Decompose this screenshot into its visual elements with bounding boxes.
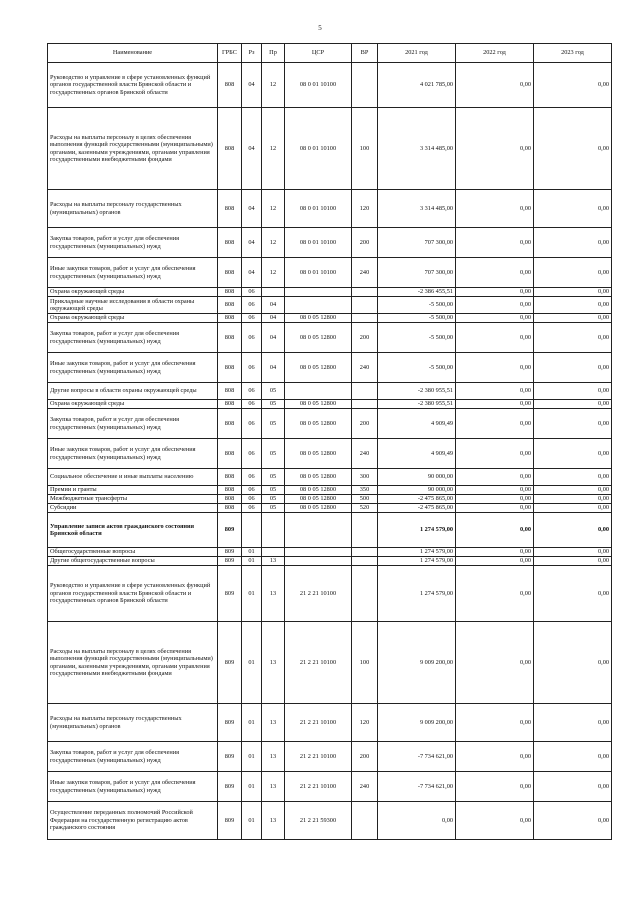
cell-2022: 0,00 bbox=[456, 400, 534, 409]
cell-grbs: 808 bbox=[218, 400, 242, 409]
cell-csr bbox=[285, 513, 352, 548]
cell-name: Закупка товаров, работ и услуг для обеспечения государственных (муниципальных) нужд bbox=[48, 742, 218, 772]
cell-name: Закупка товаров, работ и услуг для обеспечения государственных (муниципальных) нужд bbox=[48, 409, 218, 439]
cell-vr: 240 bbox=[352, 258, 378, 288]
cell-rz: 01 bbox=[242, 557, 262, 566]
table-row bbox=[48, 495, 612, 504]
cell-rz: 06 bbox=[242, 486, 262, 495]
cell-pr: 05 bbox=[262, 486, 285, 495]
cell-vr: 240 bbox=[352, 353, 378, 383]
header-vr: ВР bbox=[352, 44, 378, 63]
cell-vr: 120 bbox=[352, 190, 378, 228]
cell-pr: 12 bbox=[262, 108, 285, 190]
table-row bbox=[48, 409, 612, 439]
table-row bbox=[48, 772, 612, 802]
cell-2021: 4 909,49 bbox=[378, 409, 456, 439]
cell-pr: 12 bbox=[262, 63, 285, 108]
cell-name: Премии и гранты bbox=[48, 486, 218, 495]
header-rz: Рз bbox=[242, 44, 262, 63]
cell-rz: 04 bbox=[242, 108, 262, 190]
cell-2022: 0,00 bbox=[456, 323, 534, 353]
cell-2022: 0,00 bbox=[456, 288, 534, 297]
cell-name: Общегосударственные вопросы bbox=[48, 548, 218, 557]
cell-name: Иные закупки товаров, работ и услуг для обеспечения государственных (муниципальных) нужд bbox=[48, 439, 218, 469]
cell-2022: 0,00 bbox=[456, 495, 534, 504]
cell-name: Социальное обеспечение и иные выплаты населению bbox=[48, 469, 218, 486]
cell-pr: 13 bbox=[262, 802, 285, 840]
table-body bbox=[48, 63, 612, 840]
cell-rz: 06 bbox=[242, 323, 262, 353]
table-row bbox=[48, 108, 612, 190]
cell-2021: -5 500,00 bbox=[378, 323, 456, 353]
cell-csr bbox=[285, 297, 352, 314]
cell-name: Охрана окружающей среды bbox=[48, 288, 218, 297]
cell-2023: 0,00 bbox=[534, 288, 612, 297]
table-header-row bbox=[48, 44, 612, 63]
cell-rz bbox=[242, 513, 262, 548]
cell-csr: 08 0 05 12800 bbox=[285, 323, 352, 353]
cell-2022: 0,00 bbox=[456, 486, 534, 495]
cell-rz: 06 bbox=[242, 314, 262, 323]
cell-2022: 0,00 bbox=[456, 772, 534, 802]
cell-2023: 0,00 bbox=[534, 228, 612, 258]
cell-pr: 13 bbox=[262, 622, 285, 704]
cell-pr bbox=[262, 288, 285, 297]
cell-vr: 350 bbox=[352, 486, 378, 495]
cell-2022: 0,00 bbox=[456, 622, 534, 704]
cell-csr: 08 0 01 10100 bbox=[285, 190, 352, 228]
cell-2023: 0,00 bbox=[534, 323, 612, 353]
cell-pr: 13 bbox=[262, 704, 285, 742]
cell-csr: 08 0 01 10100 bbox=[285, 258, 352, 288]
cell-csr bbox=[285, 383, 352, 400]
cell-name: Руководство и управление в сфере установленных функций органов государственной власти Брянской области и государственных органов Брянской области bbox=[48, 63, 218, 108]
cell-grbs: 809 bbox=[218, 557, 242, 566]
table-row bbox=[48, 190, 612, 228]
cell-rz: 01 bbox=[242, 704, 262, 742]
cell-grbs: 808 bbox=[218, 495, 242, 504]
cell-2021: 3 314 485,00 bbox=[378, 190, 456, 228]
cell-2022: 0,00 bbox=[456, 314, 534, 323]
cell-grbs: 809 bbox=[218, 548, 242, 557]
cell-pr: 13 bbox=[262, 742, 285, 772]
cell-name: Расходы на выплаты персоналу государственных (муниципальных) органов bbox=[48, 190, 218, 228]
cell-2022: 0,00 bbox=[456, 63, 534, 108]
cell-vr: 520 bbox=[352, 504, 378, 513]
table-row bbox=[48, 63, 612, 108]
table-row bbox=[48, 314, 612, 323]
cell-2022: 0,00 bbox=[456, 190, 534, 228]
cell-grbs: 808 bbox=[218, 228, 242, 258]
cell-2022: 0,00 bbox=[456, 297, 534, 314]
table-row bbox=[48, 566, 612, 622]
cell-pr: 12 bbox=[262, 228, 285, 258]
cell-2023: 0,00 bbox=[534, 314, 612, 323]
cell-2021: 90 000,00 bbox=[378, 486, 456, 495]
table-row bbox=[48, 323, 612, 353]
header-csr: ЦСР bbox=[285, 44, 352, 63]
cell-name: Прикладные научные исследования в области охраны окружающей среды bbox=[48, 297, 218, 314]
cell-pr: 05 bbox=[262, 439, 285, 469]
cell-name: Иные закупки товаров, работ и услуг для обеспечения государственных (муниципальных) нужд bbox=[48, 258, 218, 288]
cell-pr: 13 bbox=[262, 557, 285, 566]
table-row bbox=[48, 704, 612, 742]
cell-pr: 05 bbox=[262, 495, 285, 504]
cell-csr bbox=[285, 548, 352, 557]
cell-2021: 9 009 200,00 bbox=[378, 622, 456, 704]
cell-pr: 05 bbox=[262, 409, 285, 439]
cell-name: Осуществление переданных полномочий Российской Федерации на государственную регистрацию актов гражданского состояния bbox=[48, 802, 218, 840]
cell-grbs: 808 bbox=[218, 383, 242, 400]
cell-name: Субсидии bbox=[48, 504, 218, 513]
table-row bbox=[48, 548, 612, 557]
cell-2021: 707 300,00 bbox=[378, 258, 456, 288]
cell-2021: -2 386 455,51 bbox=[378, 288, 456, 297]
cell-grbs: 808 bbox=[218, 504, 242, 513]
cell-rz: 06 bbox=[242, 353, 262, 383]
cell-2023: 0,00 bbox=[534, 297, 612, 314]
cell-grbs: 808 bbox=[218, 297, 242, 314]
cell-2023: 0,00 bbox=[534, 495, 612, 504]
budget-table bbox=[47, 43, 612, 840]
cell-grbs: 808 bbox=[218, 258, 242, 288]
cell-name: Управление записи актов гражданского состояния Брянской области bbox=[48, 513, 218, 548]
cell-vr: 100 bbox=[352, 108, 378, 190]
cell-rz: 06 bbox=[242, 400, 262, 409]
cell-2023: 0,00 bbox=[534, 486, 612, 495]
cell-vr bbox=[352, 297, 378, 314]
page-number: 5 bbox=[318, 24, 322, 32]
cell-grbs: 808 bbox=[218, 108, 242, 190]
cell-grbs: 808 bbox=[218, 409, 242, 439]
header-2022: 2022 год bbox=[456, 44, 534, 63]
cell-grbs: 809 bbox=[218, 802, 242, 840]
cell-vr bbox=[352, 802, 378, 840]
cell-name: Охрана окружающей среды bbox=[48, 314, 218, 323]
cell-grbs: 808 bbox=[218, 314, 242, 323]
header-2021: 2021 год bbox=[378, 44, 456, 63]
cell-csr: 08 0 05 12800 bbox=[285, 353, 352, 383]
table-row bbox=[48, 557, 612, 566]
cell-rz: 04 bbox=[242, 258, 262, 288]
cell-vr: 200 bbox=[352, 323, 378, 353]
cell-2021: 90 000,00 bbox=[378, 469, 456, 486]
cell-csr: 08 0 05 12800 bbox=[285, 469, 352, 486]
cell-rz: 01 bbox=[242, 622, 262, 704]
cell-grbs: 809 bbox=[218, 513, 242, 548]
cell-rz: 01 bbox=[242, 742, 262, 772]
cell-2021: 707 300,00 bbox=[378, 228, 456, 258]
cell-2021: -2 380 955,51 bbox=[378, 383, 456, 400]
cell-pr: 12 bbox=[262, 190, 285, 228]
cell-2022: 0,00 bbox=[456, 742, 534, 772]
cell-2023: 0,00 bbox=[534, 439, 612, 469]
cell-2023: 0,00 bbox=[534, 704, 612, 742]
cell-2021: -5 500,00 bbox=[378, 297, 456, 314]
header-grbs: ГРБС bbox=[218, 44, 242, 63]
cell-csr: 08 0 01 10100 bbox=[285, 228, 352, 258]
cell-pr: 13 bbox=[262, 772, 285, 802]
cell-csr: 21 2 21 10100 bbox=[285, 742, 352, 772]
cell-2021: 1 274 579,00 bbox=[378, 513, 456, 548]
cell-vr: 240 bbox=[352, 439, 378, 469]
table-row bbox=[48, 383, 612, 400]
cell-csr: 21 2 21 10100 bbox=[285, 566, 352, 622]
cell-rz: 04 bbox=[242, 228, 262, 258]
cell-2023: 0,00 bbox=[534, 772, 612, 802]
cell-vr: 100 bbox=[352, 622, 378, 704]
header-name: Наименование bbox=[48, 44, 218, 63]
cell-vr: 200 bbox=[352, 409, 378, 439]
cell-rz: 01 bbox=[242, 772, 262, 802]
cell-vr bbox=[352, 513, 378, 548]
cell-vr bbox=[352, 400, 378, 409]
cell-2023: 0,00 bbox=[534, 190, 612, 228]
cell-2021: -2 475 865,00 bbox=[378, 504, 456, 513]
cell-csr: 08 0 05 12800 bbox=[285, 486, 352, 495]
cell-2021: 1 274 579,00 bbox=[378, 566, 456, 622]
cell-2023: 0,00 bbox=[534, 108, 612, 190]
cell-2021: -7 734 621,00 bbox=[378, 742, 456, 772]
cell-grbs: 808 bbox=[218, 288, 242, 297]
cell-2021: 4 909,49 bbox=[378, 439, 456, 469]
cell-2023: 0,00 bbox=[534, 258, 612, 288]
cell-name: Руководство и управление в сфере установленных функций органов государственной власти Брянской области и государственных органов Брянской области bbox=[48, 566, 218, 622]
cell-grbs: 808 bbox=[218, 190, 242, 228]
table-row bbox=[48, 400, 612, 409]
cell-vr: 200 bbox=[352, 742, 378, 772]
cell-name: Закупка товаров, работ и услуг для обеспечения государственных (муниципальных) нужд bbox=[48, 228, 218, 258]
cell-pr: 05 bbox=[262, 383, 285, 400]
cell-name: Расходы на выплаты персоналу в целях обеспечения выполнения функций государственными (муниципальными) органами, казенными учреждениями, органами управления государственными внебюджетными фондами bbox=[48, 622, 218, 704]
cell-csr: 21 2 21 10100 bbox=[285, 772, 352, 802]
table-row bbox=[48, 469, 612, 486]
cell-name: Другие вопросы в области охраны окружающей среды bbox=[48, 383, 218, 400]
table-row bbox=[48, 486, 612, 495]
cell-grbs: 809 bbox=[218, 622, 242, 704]
cell-pr: 04 bbox=[262, 353, 285, 383]
cell-2022: 0,00 bbox=[456, 228, 534, 258]
cell-2021: -2 380 955,51 bbox=[378, 400, 456, 409]
cell-rz: 06 bbox=[242, 504, 262, 513]
table-row bbox=[48, 297, 612, 314]
cell-name: Другие общегосударственные вопросы bbox=[48, 557, 218, 566]
cell-name: Охрана окружающей среды bbox=[48, 400, 218, 409]
header-pr: Пр bbox=[262, 44, 285, 63]
table-row bbox=[48, 513, 612, 548]
cell-pr: 04 bbox=[262, 297, 285, 314]
table-row bbox=[48, 228, 612, 258]
cell-2022: 0,00 bbox=[456, 383, 534, 400]
cell-pr bbox=[262, 548, 285, 557]
cell-csr: 08 0 05 12800 bbox=[285, 504, 352, 513]
cell-vr: 500 bbox=[352, 495, 378, 504]
cell-grbs: 808 bbox=[218, 353, 242, 383]
table-row bbox=[48, 288, 612, 297]
cell-2023: 0,00 bbox=[534, 513, 612, 548]
table-row bbox=[48, 802, 612, 840]
cell-2023: 0,00 bbox=[534, 383, 612, 400]
table-row bbox=[48, 439, 612, 469]
cell-pr: 05 bbox=[262, 504, 285, 513]
cell-pr: 05 bbox=[262, 400, 285, 409]
cell-2023: 0,00 bbox=[534, 504, 612, 513]
cell-rz: 06 bbox=[242, 409, 262, 439]
table-row bbox=[48, 504, 612, 513]
cell-2021: 3 314 485,00 bbox=[378, 108, 456, 190]
cell-rz: 01 bbox=[242, 566, 262, 622]
cell-rz: 06 bbox=[242, 288, 262, 297]
header-2023: 2023 год bbox=[534, 44, 612, 63]
cell-2021: 0,00 bbox=[378, 802, 456, 840]
cell-vr bbox=[352, 557, 378, 566]
cell-csr: 08 0 01 10100 bbox=[285, 63, 352, 108]
cell-grbs: 808 bbox=[218, 469, 242, 486]
cell-csr: 08 0 05 12800 bbox=[285, 439, 352, 469]
cell-2023: 0,00 bbox=[534, 400, 612, 409]
cell-2021: 1 274 579,00 bbox=[378, 548, 456, 557]
cell-csr: 21 2 21 10100 bbox=[285, 704, 352, 742]
cell-vr bbox=[352, 548, 378, 557]
cell-2021: -2 475 865,00 bbox=[378, 495, 456, 504]
cell-pr: 13 bbox=[262, 566, 285, 622]
cell-csr bbox=[285, 557, 352, 566]
cell-2023: 0,00 bbox=[534, 742, 612, 772]
cell-2023: 0,00 bbox=[534, 566, 612, 622]
cell-2022: 0,00 bbox=[456, 548, 534, 557]
cell-name: Иные закупки товаров, работ и услуг для обеспечения государственных (муниципальных) нужд bbox=[48, 772, 218, 802]
cell-2022: 0,00 bbox=[456, 557, 534, 566]
cell-vr: 240 bbox=[352, 772, 378, 802]
cell-2022: 0,00 bbox=[456, 353, 534, 383]
cell-2022: 0,00 bbox=[456, 704, 534, 742]
cell-grbs: 808 bbox=[218, 63, 242, 108]
cell-name: Расходы на выплаты персоналу в целях обеспечения выполнения функций государственными (муниципальными) органами, казенными учреждениями, органами управления государственными внебюджетными фондами bbox=[48, 108, 218, 190]
cell-pr: 04 bbox=[262, 314, 285, 323]
cell-csr bbox=[285, 288, 352, 297]
cell-rz: 06 bbox=[242, 297, 262, 314]
cell-rz: 01 bbox=[242, 802, 262, 840]
cell-2022: 0,00 bbox=[456, 513, 534, 548]
cell-rz: 04 bbox=[242, 190, 262, 228]
cell-csr: 21 2 21 10100 bbox=[285, 622, 352, 704]
cell-2022: 0,00 bbox=[456, 439, 534, 469]
cell-vr: 300 bbox=[352, 469, 378, 486]
cell-2021: 4 021 785,00 bbox=[378, 63, 456, 108]
cell-grbs: 809 bbox=[218, 772, 242, 802]
cell-vr bbox=[352, 288, 378, 297]
cell-vr: 200 bbox=[352, 228, 378, 258]
cell-2023: 0,00 bbox=[534, 548, 612, 557]
cell-2023: 0,00 bbox=[534, 63, 612, 108]
cell-2021: -5 500,00 bbox=[378, 353, 456, 383]
cell-rz: 06 bbox=[242, 495, 262, 504]
cell-2022: 0,00 bbox=[456, 258, 534, 288]
cell-grbs: 808 bbox=[218, 486, 242, 495]
cell-name: Расходы на выплаты персоналу государственных (муниципальных) органов bbox=[48, 704, 218, 742]
cell-2021: 9 009 200,00 bbox=[378, 704, 456, 742]
cell-name: Иные закупки товаров, работ и услуг для обеспечения государственных (муниципальных) нужд bbox=[48, 353, 218, 383]
cell-pr: 04 bbox=[262, 323, 285, 353]
cell-csr: 08 0 05 12800 bbox=[285, 314, 352, 323]
table-row bbox=[48, 258, 612, 288]
cell-rz: 06 bbox=[242, 383, 262, 400]
cell-pr: 12 bbox=[262, 258, 285, 288]
cell-2023: 0,00 bbox=[534, 622, 612, 704]
cell-csr: 08 0 01 10100 bbox=[285, 108, 352, 190]
cell-2022: 0,00 bbox=[456, 409, 534, 439]
cell-2021: -5 500,00 bbox=[378, 314, 456, 323]
cell-name: Межбюджетные трансферты bbox=[48, 495, 218, 504]
cell-vr bbox=[352, 566, 378, 622]
cell-vr: 120 bbox=[352, 704, 378, 742]
cell-2021: 1 274 579,00 bbox=[378, 557, 456, 566]
cell-2023: 0,00 bbox=[534, 469, 612, 486]
cell-2022: 0,00 bbox=[456, 566, 534, 622]
cell-2023: 0,00 bbox=[534, 557, 612, 566]
cell-vr bbox=[352, 63, 378, 108]
cell-vr bbox=[352, 314, 378, 323]
table-row bbox=[48, 353, 612, 383]
cell-vr bbox=[352, 383, 378, 400]
cell-2022: 0,00 bbox=[456, 108, 534, 190]
cell-name: Закупка товаров, работ и услуг для обеспечения государственных (муниципальных) нужд bbox=[48, 323, 218, 353]
cell-rz: 06 bbox=[242, 439, 262, 469]
cell-grbs: 809 bbox=[218, 566, 242, 622]
cell-rz: 04 bbox=[242, 63, 262, 108]
cell-grbs: 808 bbox=[218, 323, 242, 353]
cell-grbs: 809 bbox=[218, 742, 242, 772]
cell-2022: 0,00 bbox=[456, 504, 534, 513]
table-row bbox=[48, 742, 612, 772]
cell-2023: 0,00 bbox=[534, 802, 612, 840]
cell-csr: 08 0 05 12800 bbox=[285, 400, 352, 409]
cell-csr: 08 0 05 12800 bbox=[285, 409, 352, 439]
cell-grbs: 809 bbox=[218, 704, 242, 742]
cell-2022: 0,00 bbox=[456, 802, 534, 840]
cell-grbs: 808 bbox=[218, 439, 242, 469]
cell-csr: 21 2 21 59300 bbox=[285, 802, 352, 840]
cell-pr bbox=[262, 513, 285, 548]
cell-rz: 06 bbox=[242, 469, 262, 486]
cell-2022: 0,00 bbox=[456, 469, 534, 486]
table-row bbox=[48, 622, 612, 704]
cell-2021: -7 734 621,00 bbox=[378, 772, 456, 802]
cell-2023: 0,00 bbox=[534, 353, 612, 383]
cell-2023: 0,00 bbox=[534, 409, 612, 439]
cell-pr: 05 bbox=[262, 469, 285, 486]
cell-csr: 08 0 05 12800 bbox=[285, 495, 352, 504]
cell-rz: 01 bbox=[242, 548, 262, 557]
